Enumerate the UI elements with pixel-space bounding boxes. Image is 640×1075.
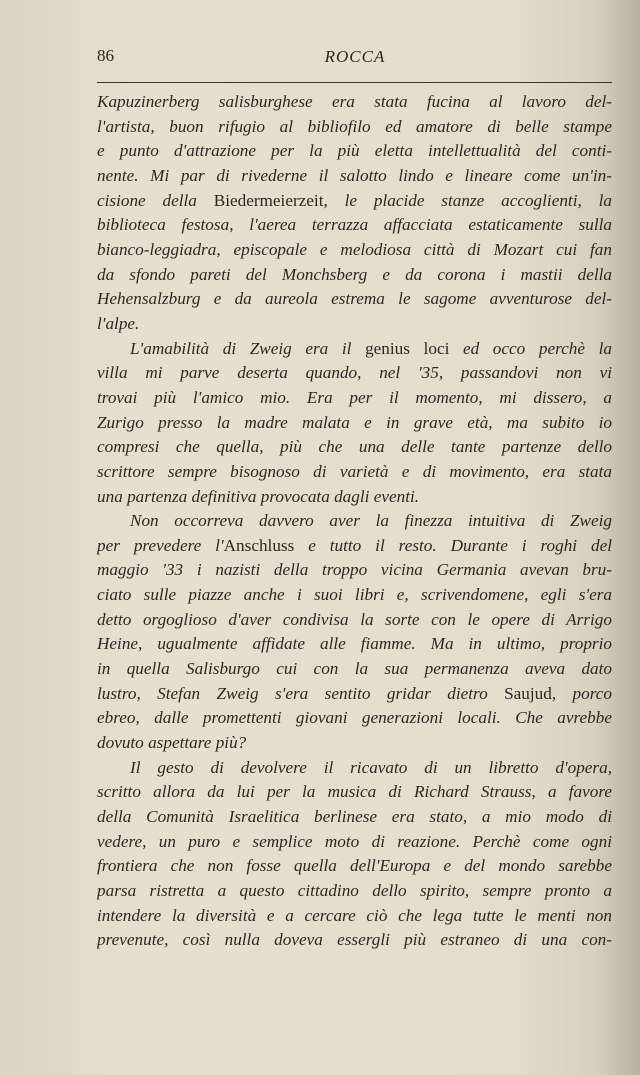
text-line <box>97 287 612 312</box>
text-line <box>97 485 612 510</box>
roman-term: Anschluss <box>223 535 295 555</box>
text-line <box>97 682 612 707</box>
text-line <box>97 238 612 263</box>
text-line <box>97 756 612 781</box>
text-segment: L'amabilità di Zweig era il <box>130 338 366 358</box>
text-line <box>97 139 612 164</box>
text-segment: intendere la diversità e a cercare ciò che lega tutte le menti non <box>97 905 612 925</box>
text-segment: ebreo, dalle promettenti giovani generazioni locali. Che avrebbe <box>97 708 612 728</box>
text-segment: l'alpe. <box>97 313 140 333</box>
text-segment: e tutto il resto. Durante i roghi del <box>294 535 612 555</box>
text-segment: vedere, un puro e semplice moto di reazione. Perchè come ogni <box>97 831 612 851</box>
text-line <box>97 115 612 140</box>
body-text <box>97 90 612 953</box>
text-line <box>97 706 612 731</box>
text-segment: Hehensalzburg e da aureola estrema le sagome avventurose del- <box>97 289 612 309</box>
text-line <box>97 534 612 559</box>
text-line <box>97 830 612 855</box>
text-segment: Zurigo presso la madre malata e in grave età, ma subito io <box>97 412 612 432</box>
text-line <box>97 780 612 805</box>
text-segment: frontiera che non fosse quella dell'Europa e del mondo sarebbe <box>97 856 612 876</box>
text-line <box>97 164 612 189</box>
text-line <box>97 460 612 485</box>
text-line <box>97 805 612 830</box>
text-segment: bianco-leggiadra, episcopale e melodiosa città di Mozart cui fan <box>97 239 612 259</box>
header-rule <box>97 82 612 83</box>
text-segment: per prevedere l' <box>97 535 224 555</box>
text-segment: maggio '33 i nazisti della troppo vicina Germania avevan bru- <box>97 560 612 580</box>
text-segment: detto orgoglioso d'aver condivisa la sorte con le opere di Arrigo <box>97 609 612 629</box>
text-line <box>97 386 612 411</box>
text-segment: , porco <box>551 683 612 703</box>
page-number: 86 <box>97 46 114 65</box>
text-segment: , le placide stanze accoglienti, la <box>323 190 612 210</box>
text-segment: nente. Mi par di rivederne il salotto lindo e lineare come un'in- <box>97 165 612 185</box>
text-segment: scritto allora da lui per la musica di Richard Strauss, a favore <box>97 782 612 802</box>
text-line <box>97 337 612 362</box>
text-segment: Kapuzinerberg salisburghese era stata fucina al lavoro del- <box>97 92 612 111</box>
text-segment: prevenute, così nulla doveva essergli più estraneo di una con- <box>97 930 612 950</box>
text-line <box>97 361 612 386</box>
text-line <box>97 213 612 238</box>
text-line <box>97 509 612 534</box>
text-line <box>97 583 612 608</box>
text-segment: biblioteca festosa, l'aerea terrazza affacciata estaticamente sulla <box>97 215 612 235</box>
text-segment: Heine, ugualmente affidate alle fiamme. Ma in ultimo, proprio <box>97 634 612 654</box>
text-line <box>97 904 612 929</box>
text-segment: ed occo perchè la <box>449 338 612 358</box>
text-line <box>97 189 612 214</box>
text-segment: ciato sulle piazze anche i suoi libri e, scrivendomene, egli s'era <box>97 585 612 605</box>
text-line <box>97 90 612 115</box>
text-line <box>97 731 612 756</box>
text-line <box>97 632 612 657</box>
text-segment: cisione della <box>97 190 214 210</box>
text-line <box>97 411 612 436</box>
roman-term: Saujud <box>504 683 552 703</box>
roman-term: Biedermeierzeit <box>213 190 324 210</box>
text-line <box>97 263 612 288</box>
text-line <box>97 435 612 460</box>
text-segment: villa mi parve deserta quando, nel '35, passandovi non vi <box>97 363 612 383</box>
text-segment: trovai più l'amico mio. Era per il momento, mi dissero, a <box>97 387 612 407</box>
running-title: ROCCA <box>324 47 386 66</box>
text-segment: scrittore sempre bisognoso di varietà e di movimento, era stata <box>97 461 612 481</box>
text-segment: parsa ristretta a questo cittadino dello spirito, sempre pronto a <box>97 881 612 900</box>
text-segment: della Comunità Israelitica berlinese era stato, a mio modo di <box>97 807 612 827</box>
text-segment: una partenza definitiva provocata dagli eventi. <box>97 486 420 506</box>
text-segment: Il gesto di devolvere il ricavato di un libretto d'opera, <box>130 757 612 777</box>
text-line <box>97 558 612 583</box>
text-line <box>97 854 612 879</box>
text-segment: lustro, Stefan Zweig s'era sentito gridar dietro <box>97 683 505 703</box>
roman-term: genius loci <box>365 338 450 358</box>
text-segment: Non occorreva davvero aver la finezza intuitiva di Zweig <box>130 511 612 531</box>
text-segment: dovuto aspettare più? <box>97 733 247 753</box>
text-segment: in quella Salisburgo cui con la sua permanenza aveva dato <box>97 659 612 679</box>
text-line <box>97 928 612 953</box>
text-line <box>97 657 612 682</box>
text-segment: da sfondo pareti del Monchsberg e da corona i mastii della <box>97 264 612 284</box>
text-segment: l'artista, buon rifugio al bibliofilo ed amatore di belle stampe <box>97 116 612 136</box>
text-line <box>97 312 612 337</box>
text-line <box>97 608 612 633</box>
text-line <box>97 879 612 904</box>
text-segment: compresi che quella, più che una delle tante partenze dello <box>97 437 612 457</box>
text-segment: e punto d'attrazione per la più eletta intellettualità del conti- <box>97 141 612 161</box>
